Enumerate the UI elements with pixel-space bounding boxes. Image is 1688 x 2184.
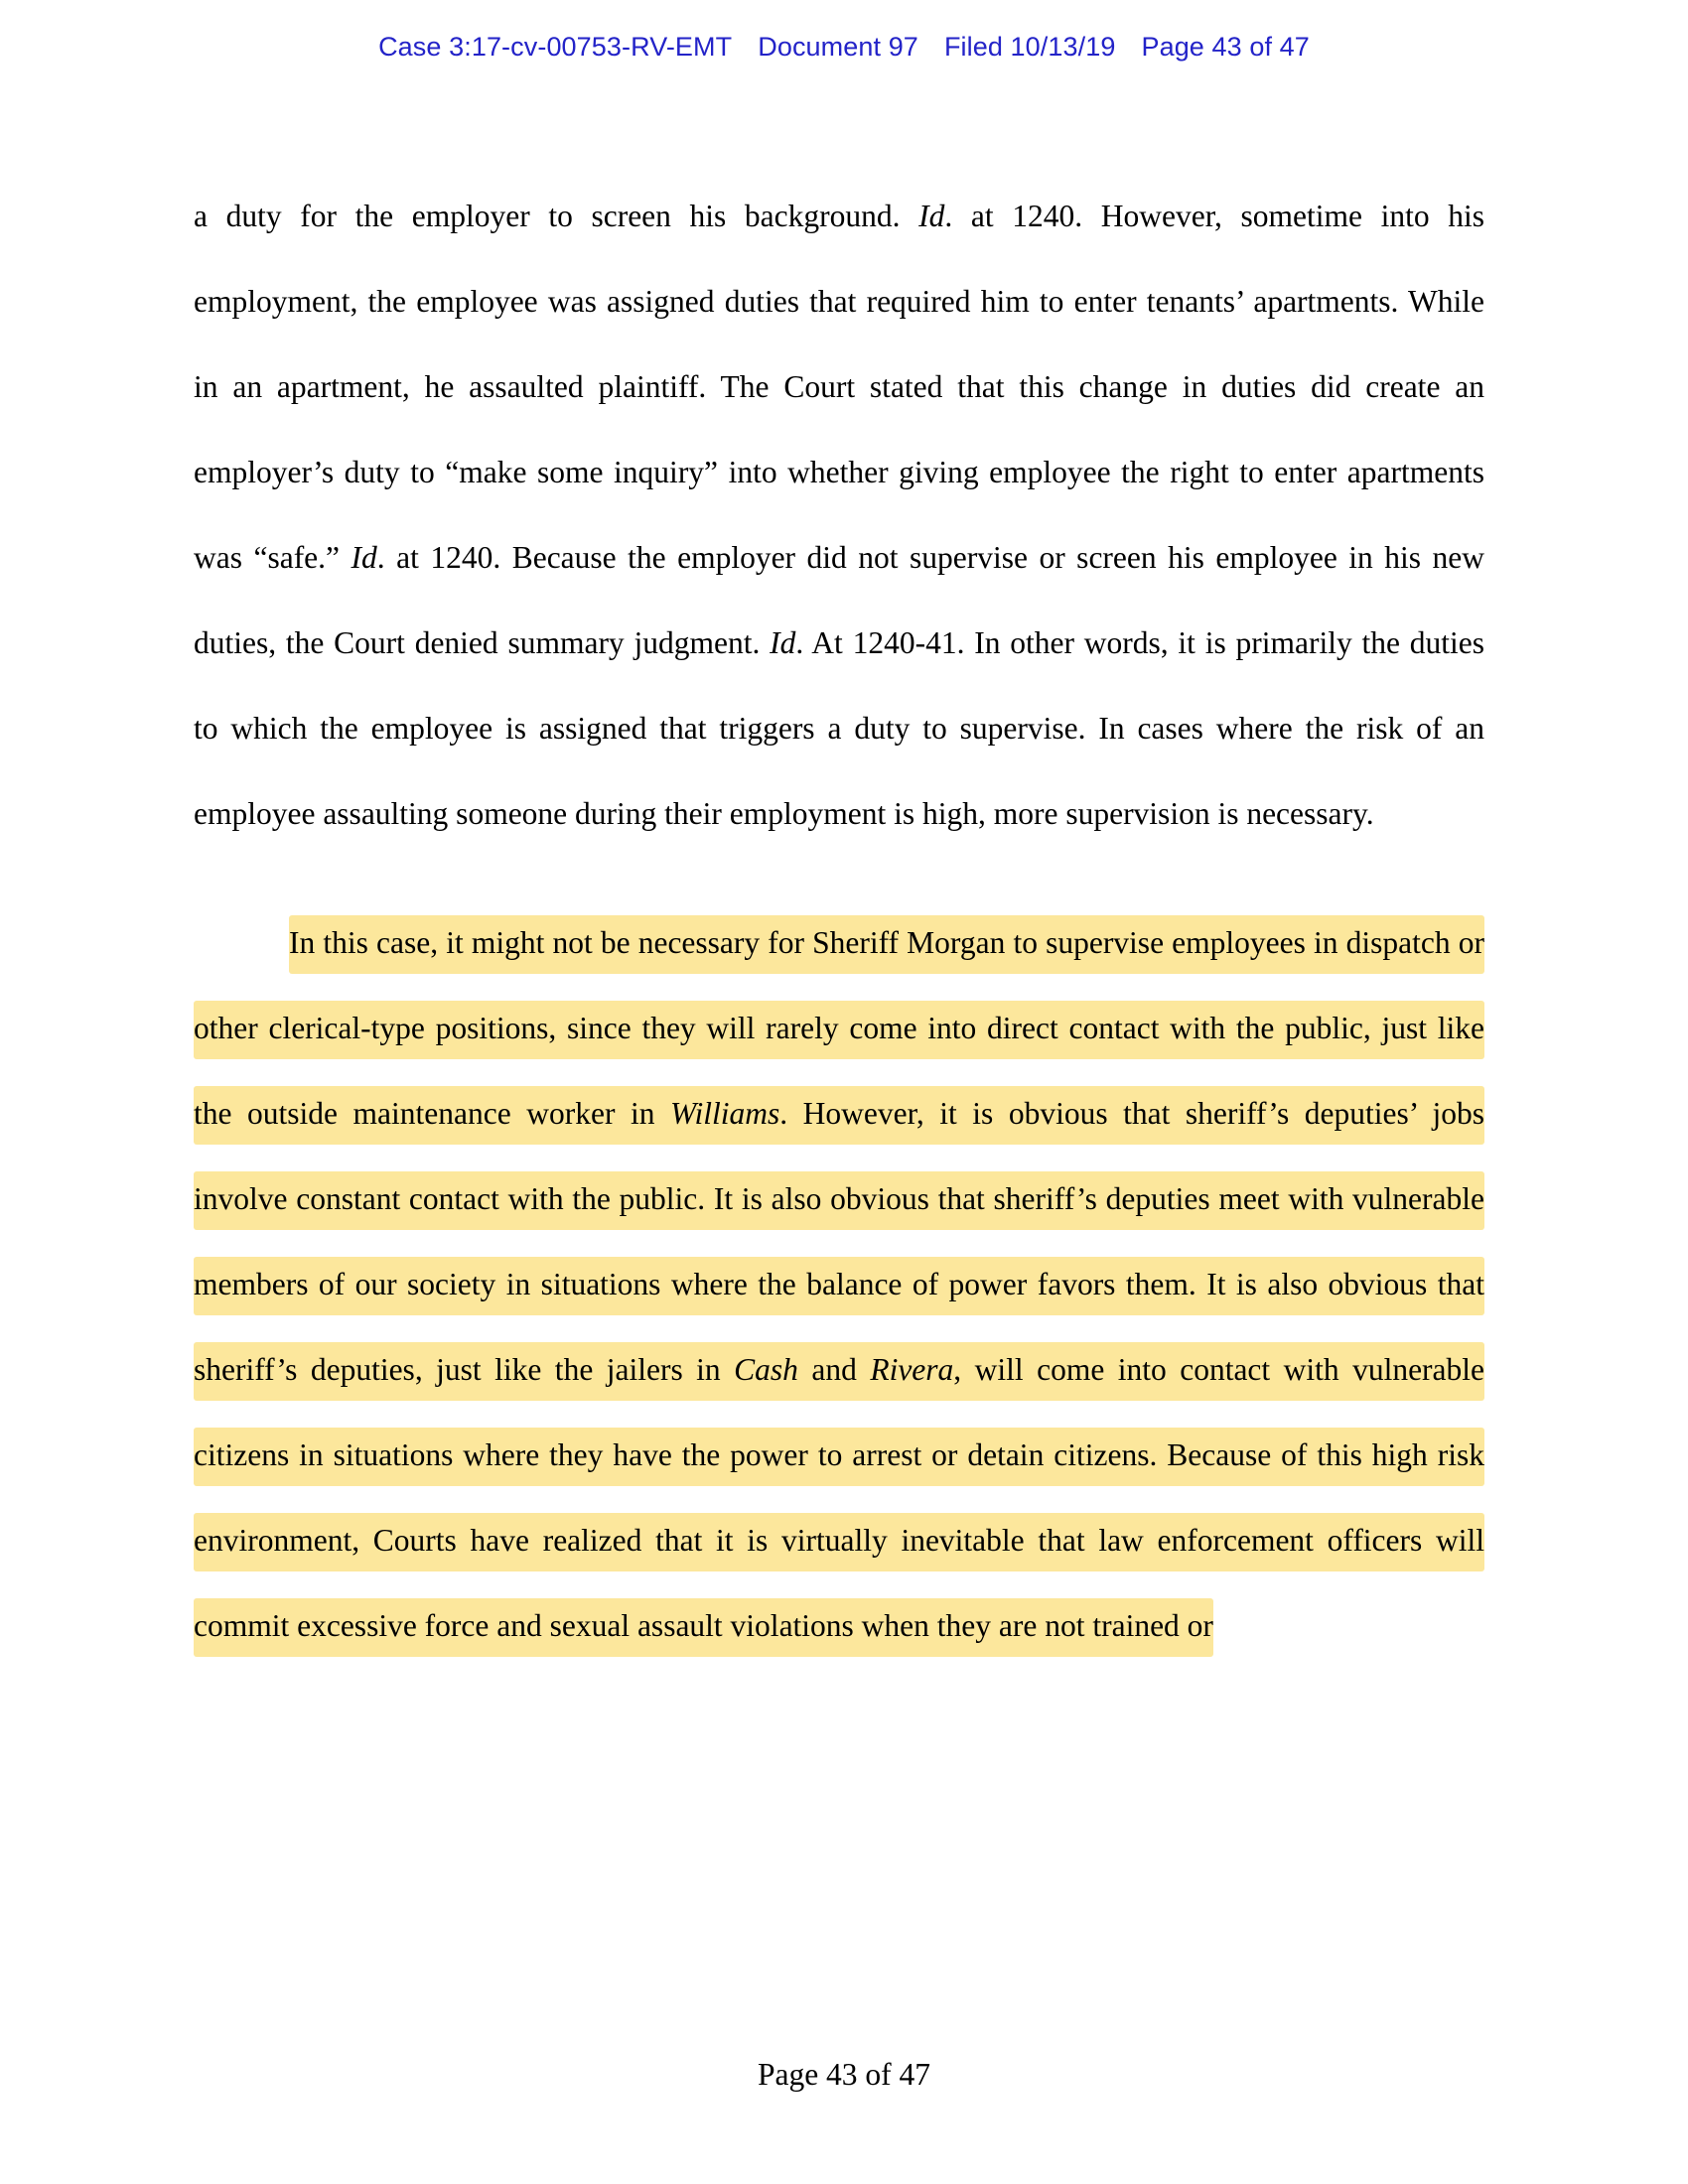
par2-runs	[194, 915, 1484, 1657]
footer-page-label: Page 43 of 47	[757, 2057, 931, 2092]
text-run: . However, it is obvious that sheriff’s deputies’ jobs involve constant contact with the public. It is also obvious that sheriff’s deputies meet with vulnerable members of our society in situations where the balance of power favors them. It is also obvious that sheriff’s deputies, just like the jailers in	[194, 1096, 1484, 1387]
ecf-filed-date: Filed 10/13/19	[943, 32, 1116, 62]
italic-run: Id	[351, 540, 377, 575]
ecf-case-number: Case 3:17-cv-00753-RV-EMT	[378, 32, 733, 62]
text-run: a duty for the employer to screen his background.	[194, 199, 919, 233]
text-run: In this case, it might not be necessary for Sheriff Morgan to supervise employees in dispatch or other clerical-type positions, since they will rarely come into direct contact with the public, just like the outside maintenance worker in	[194, 925, 1484, 1131]
italic-run: Rivera	[870, 1352, 954, 1387]
italic-run: Cash	[734, 1352, 798, 1387]
par1-runs	[194, 199, 1484, 831]
italic-run: Id	[918, 199, 945, 233]
paragraph-spacer	[194, 857, 1484, 900]
text-run: . at 1240. However, sometime into his employment, the employee was assigned duties that required him to enter tenants’ apartments. While in an apartment, he assaulted plaintiff. The Court stated that this change in duties did create an employer’s duty to “make some inquiry” into whether giving employee the right to enter apartments was “safe.”	[194, 199, 1484, 575]
text-run: . At 1240-41. In other words, it is primarily the duties to which the employee is assigned that triggers a duty to supervise. In cases where the risk of an employee assaulting someone during their employment is high, more supervision is necessary.	[194, 625, 1484, 831]
ecf-page-of: Page 43 of 47	[1141, 32, 1310, 62]
ecf-header-stamp	[0, 32, 1688, 63]
paragraph-highlighted	[194, 900, 1484, 1669]
document-body	[194, 174, 1484, 1669]
paragraph-unhighlighted	[194, 174, 1484, 857]
italic-run: Williams	[670, 1096, 780, 1131]
ecf-document-number: Document 97	[758, 32, 918, 62]
text-run: . at 1240. Because the employer did not supervise or screen his employee in his new duties, the Court denied summary judgment.	[194, 540, 1484, 660]
page-footer	[0, 2057, 1688, 2093]
italic-run: Id	[770, 625, 796, 660]
text-run: , will come into contact with vulnerable citizens in situations where they have the power to arrest or detain citizens. Because of this high risk environment, Courts have realized that it is virtually inevitable that law enforcement officers will commit excessive force and sexual assault violations when they are not trained or	[194, 1352, 1485, 1643]
text-run: and	[797, 1352, 871, 1387]
